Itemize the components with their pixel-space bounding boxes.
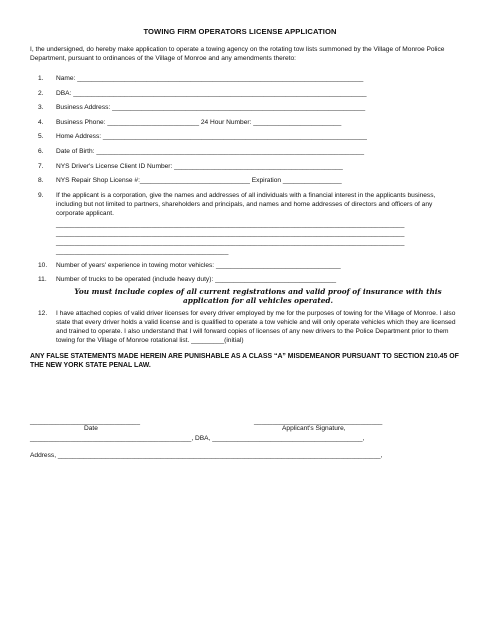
field-date-of-birth[interactable] xyxy=(38,147,458,156)
blank-line[interactable]: _______________________________________________________________________________________________ xyxy=(56,220,405,228)
applicant-signature-label: Applicant's Signature, xyxy=(282,425,346,432)
field-text: Name: ______________________________________________________________________________ xyxy=(56,75,364,82)
item-number: 7. xyxy=(38,162,44,170)
field-text: Date of Birth: _________________________________________________________________________ xyxy=(56,147,365,155)
item-number: 12. xyxy=(38,309,48,317)
date-label: Date xyxy=(84,425,98,432)
blank-line[interactable]: _______________________________________________________________________________________________ xyxy=(56,238,405,246)
field-dba[interactable] xyxy=(38,89,458,98)
item-number: 2. xyxy=(38,89,44,97)
field-text: NYS Repair Shop License #:______________________________ Expiration ________________ xyxy=(56,177,342,185)
blank-line[interactable]: _______________________________________________ xyxy=(56,247,229,255)
item-number: 9. xyxy=(38,191,44,199)
item-number: 5. xyxy=(38,133,44,141)
insurance-notice: You must include copies of all current registrations and valid proof of insurance with this application for all vehicles operated. xyxy=(74,286,442,305)
field-number-of-trucks[interactable] xyxy=(38,275,458,284)
item-number: 4. xyxy=(38,118,44,126)
item-number: 10. xyxy=(38,261,48,269)
field-text: If the applicant is a corporation, give the names and addresses of all individuals with a financial interest in the applicants business, including but not limited to partners, shareholders and principals, and names and home addresses of directors and officers of any corporate applicant. xyxy=(56,191,436,217)
field-business-address[interactable] xyxy=(38,103,458,112)
field-text: Number of trucks to be operated (include heavy duty): _________________________________ xyxy=(56,276,337,284)
field-text: NYS Driver's License Client ID Number: ______________________________________________ xyxy=(56,162,343,170)
applicant-signature-line[interactable]: ___________________________________ xyxy=(254,418,383,425)
dba-line[interactable]: ____________________________________________, DBA, _________________________________________, xyxy=(30,435,365,442)
field-name[interactable] xyxy=(38,74,458,83)
item-number: 3. xyxy=(38,104,44,112)
field-repair-shop-license[interactable] xyxy=(38,176,458,185)
field-text: I have attached copies of valid driver licenses for every driver employed by me for the purposes of towing for the Village of Monroe. I also state that every driver holds a valid license and is qualified to operate a tow vehicle and will only operate vehicles which they are licensed and trained to operate. I also understand that I will forward copies of licenses of any new drivers to the Police Department prior to them towing for the Village of Monroe rotational list. _________(initial) xyxy=(56,309,456,344)
field-text: Home Address: ________________________________________________________________________ xyxy=(56,133,367,141)
field-corporation-interests xyxy=(38,191,458,218)
blank-line[interactable]: _______________________________________________________________________________________________ xyxy=(56,229,405,237)
item-number: 11. xyxy=(38,276,47,284)
field-home-address[interactable] xyxy=(38,132,458,141)
form-items xyxy=(38,74,458,348)
item-number: 1. xyxy=(38,75,44,82)
field-drivers-license[interactable] xyxy=(38,162,458,171)
document-title: TOWING FIRM OPERATORS LICENSE APPLICATION xyxy=(143,27,337,36)
field-text: Number of years' experience in towing motor vehicles: __________________________________ xyxy=(56,261,341,269)
field-driver-licenses-statement xyxy=(38,309,458,345)
field-text: Business Phone: _________________________ 24 Hour Number: ________________________ xyxy=(56,118,342,126)
item-number: 8. xyxy=(38,177,44,185)
date-signature-line[interactable]: ______________________________ xyxy=(30,418,141,425)
item-number: 6. xyxy=(38,147,44,155)
address-line[interactable]: Address, ________________________________________________________________________________________, xyxy=(30,452,383,459)
intro-paragraph: I, the undersigned, do hereby make application to operate a towing agency on the rotating tow lists summoned by the Village of Monroe Police Department, pursuant to ordinances of the Village of Monroe and any amendments thereto: xyxy=(30,46,445,62)
field-business-phone[interactable] xyxy=(38,118,458,127)
field-years-experience[interactable] xyxy=(38,261,458,270)
field-text: DBA: ________________________________________________________________________________ xyxy=(56,89,367,97)
field-text: Business Address: _____________________________________________________________________ xyxy=(56,104,366,112)
penal-law-warning: ANY FALSE STATEMENTS MADE HEREIN ARE PUNISHABLE AS A CLASS “A” MISDEMEANOR PURSUANT TO SECTION 210.45 OF THE NEW YORK STATE PENAL LAW. xyxy=(30,353,459,369)
